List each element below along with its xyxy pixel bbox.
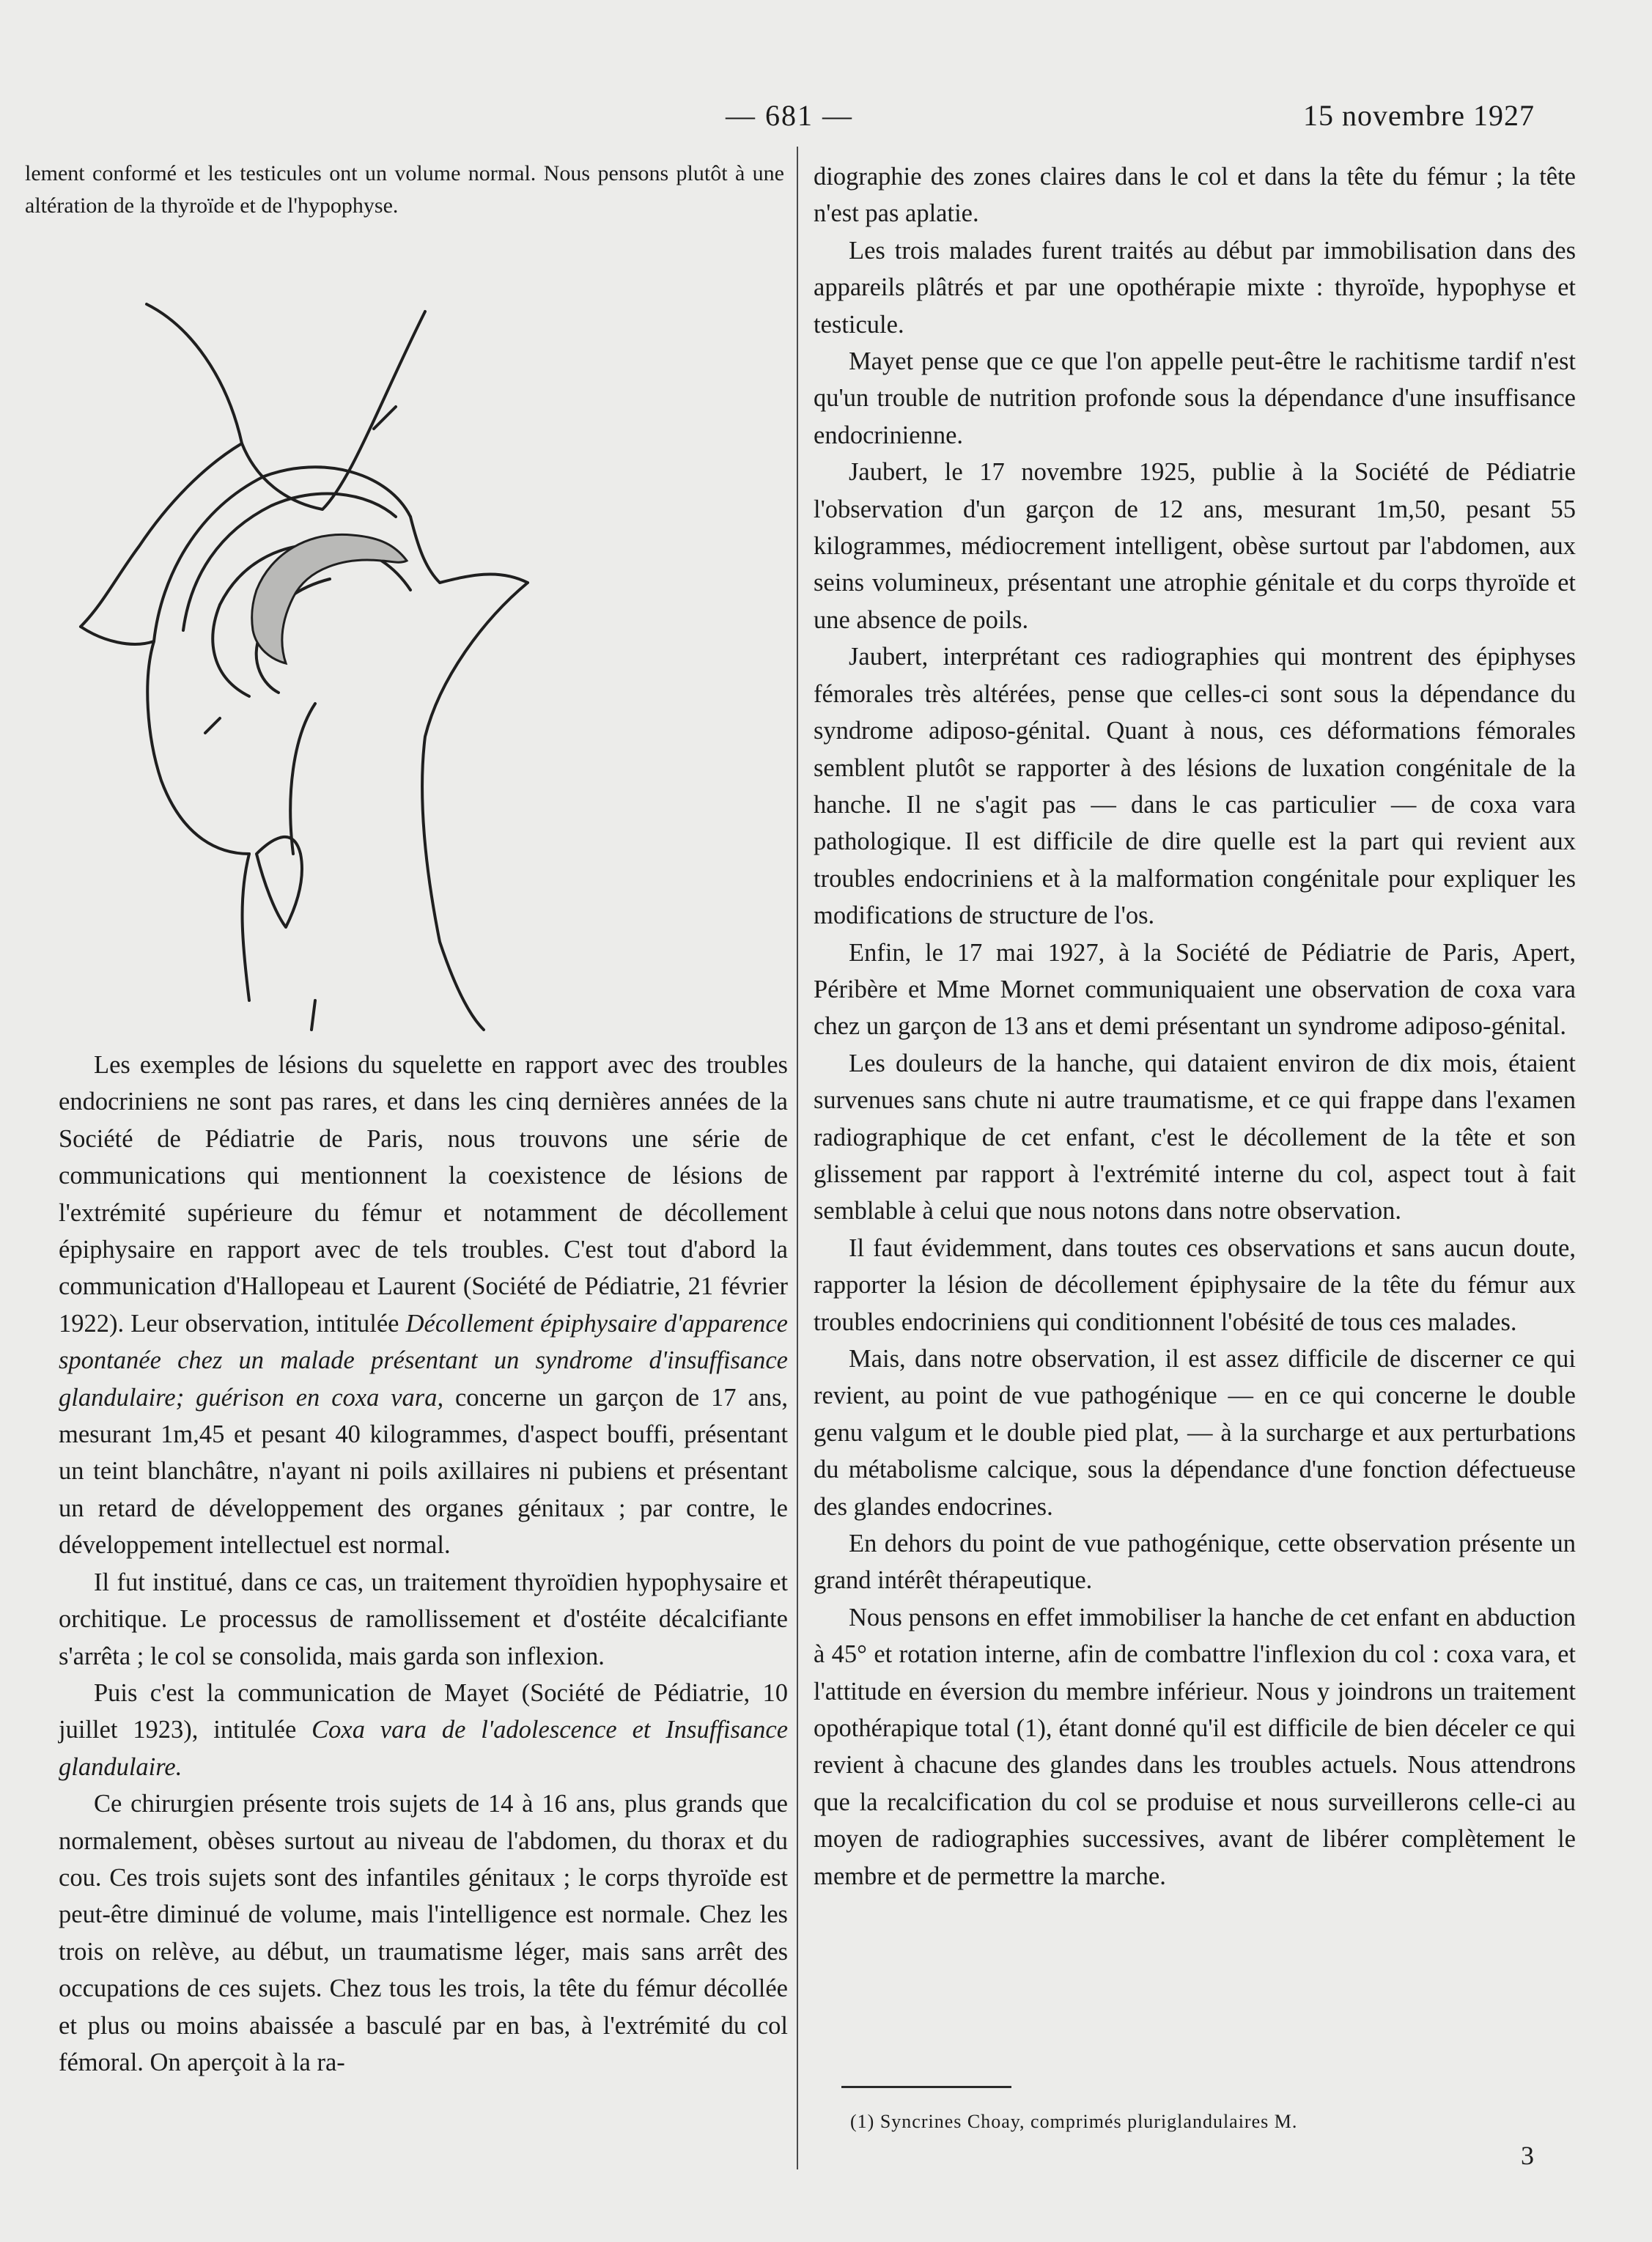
paragraph: Il faut évidemment, dans toutes ces observations et sans aucun doute, rapporter la lésion de décollement épiphysaire de la tête du fémur aux troubles endocriniens qui conditionnent l'obésité de tous ces malades. [814,1234,1576,1336]
left-column-text [59,1047,788,2081]
column-divider [797,147,798,2169]
paragraph: Mayet pense que ce que l'on appelle peut-être le rachitisme tardif n'est qu'un trouble de nutrition profonde sous la dépendance d'une insuffisance endocrinienne. [814,347,1576,449]
paragraph: Jaubert, le 17 novembre 1925, publie à la Société de Pédiatrie l'observation d'un garçon de 12 ans, mesurant 1m,50, pesant 55 kilogrammes, médiocrement intelligent, obèse surtout par l'abdomen, aux seins volumineux, présentant une atrophie génitale et du corps thyroïde et une absence de poils. [814,458,1576,634]
footnote-rule [841,2086,1011,2088]
sheet-number: 3 [1521,2141,1534,2170]
publication-title: Décollement épiphysaire d'apparence spontanée chez un malade présentant un syndrome d'insuffisance glandulaire; guérison en coxa vara, [59,1309,788,1412]
paragraph: Nous pensons en effet immobiliser la hanche de cet enfant en abduction à 45° et rotation interne, afin de combattre l'inflexion du col : coxa vara, et l'attitude en éversion du membre inférieur. Nous y joindrons un traitement opothérapique total (1), étant donné qu'il est difficile de bien déceler ce qui revient à chacune des glandes dans les troubles actuels. Nous attendrons que la recalcification du col se produise et nous surveillerons celle-ci au moyen de radiographies successives, avant de libérer complètement le membre et de permettre la marche. [814,1603,1576,1890]
paragraph: Mais, dans notre observation, il est assez difficile de discerner ce qui revient, au point de vue pathogénique — en ce qui concerne le double genu valgum et le double pied plat, — à la surcharge et aux perturbations du métabolisme calcique, sous la dépendance d'une fonction défectueuse des glandes endocrines. [814,1345,1576,1521]
paragraph: Jaubert, interprétant ces radiographies qui montrent des épiphyses fémorales très altérées, pense que celles-ci sont sous la dépendance du syndrome adiposo-génital. Quant à nous, ces déformations fémorales semblent plutôt se rapporter à des lésions de luxation congénitale de la hanche. Il ne s'agit pas — dans le cas particulier — de coxa vara pathologique. Il est difficile de dire quelle est la part qui revient aux troubles endocriniens et à la malformation congénitale pour expliquer les modifications de structure de l'os. [814,643,1576,930]
paragraph: En dehors du point de vue pathogénique, cette observation présente un grand intérêt thérapeutique. [814,1530,1576,1595]
paragraph [59,1675,788,1785]
page-number: — 681 — [726,99,853,132]
paragraph: Enfin, le 17 mai 1927, à la Société de Pédiatrie de Paris, Apert, Péribère et Mme Mornet communiquaient une observation de coxa vara chez un garçon de 13 ans et demi présentant un syndrome adiposo-génital. [814,938,1576,1041]
paragraph-text: concerne un garçon de 17 ans, mesurant 1m,45 et pesant 40 kilogrammes, d'aspect bouffi, présentant un teint blanchâtre, n'ayant ni poils axillaires ni pubiens et présentant un retard de développement des organes génitaux ; par contre, le développement intellectuel est normal. [59,1383,789,1560]
paragraph-text: Puis c'est la communication de Mayet (Société de Pédiatrie, 10 juillet 1923), intitulée [59,1678,788,1744]
issue-date: 15 novembre 1927 [1303,99,1535,132]
left-column-top-text [25,158,784,222]
paragraph: lement conformé et les testicules ont un volume normal. Nous pensons plutôt à une altération de la thyroïde et de l'hypophyse. [25,161,784,218]
hip-joint-illustration [73,297,770,1037]
paragraph: Il fut institué, dans ce cas, un traitement thyroïdien hypophysaire et orchitique. Le processus de ramollissement et d'ostéite décalcifiante s'arrêta ; le col se consolida, mais garda son inflexion. [59,1568,788,1670]
paragraph: Les trois malades furent traités au début par immobilisation dans des appareils plâtrés et par une opothérapie mixte : thyroïde, hypophyse et testicule. [814,236,1576,339]
paragraph: diographie des zones claires dans le col et dans la tête du fémur ; la tête n'est pas aplatie. [814,163,1576,228]
paragraph-text: Les exemples de lésions du squelette en rapport avec des troubles endocriniens ne sont pas rares, et dans les cinq dernières années de la Société de Pédiatrie de Paris, nous trouvons une série de communications qui mentionnent la coexistence de lésions de l'extrémité supérieure du fémur et notamment de décollement épiphysaire en rapport avec de tels troubles. C'est tout d'abord la communication d'Hallopeau et Laurent (Société de Pédiatrie, 21 février 1922). Leur observation, intitulée [59,1051,788,1338]
paragraph [59,1047,788,1564]
footnote: (1) Syncrines Choay, comprimés pluriglandulaires M. [850,2111,1298,2132]
page-header [0,94,1652,138]
publication-title: Coxa vara de l'adolescence et Insuffisance glandulaire. [59,1716,789,1781]
paragraph: Ce chirurgien présente trois sujets de 14 à 16 ans, plus grands que normalement, obèses surtout au niveau de l'abdomen, du thorax et du cou. Ces trois sujets sont des infantiles génitaux ; le corps thyroïde est peut-être diminué de volume, mais l'intelligence est normale. Chez les trois on relève, au début, un traumatisme léger, mais sans arrêt des occupations de ces sujets. Chez tous les trois, la tête du fémur décollée et plus ou moins abaissée a basculé par en bas, à l'extrémité du col fémoral. On aperçoit à la ra- [59,1790,788,2076]
right-column-text [814,158,1576,1895]
paragraph: Les douleurs de la hanche, qui dataient environ de dix mois, étaient survenues sans chute ni autre traumatisme, et ce qui frappe dans l'examen radiographique de cet enfant, c'est le décollement de la tête et son glissement par rapport à l'extrémité interne du col, aspect tout à fait semblable à celui que nous notons dans notre observation. [814,1049,1576,1225]
